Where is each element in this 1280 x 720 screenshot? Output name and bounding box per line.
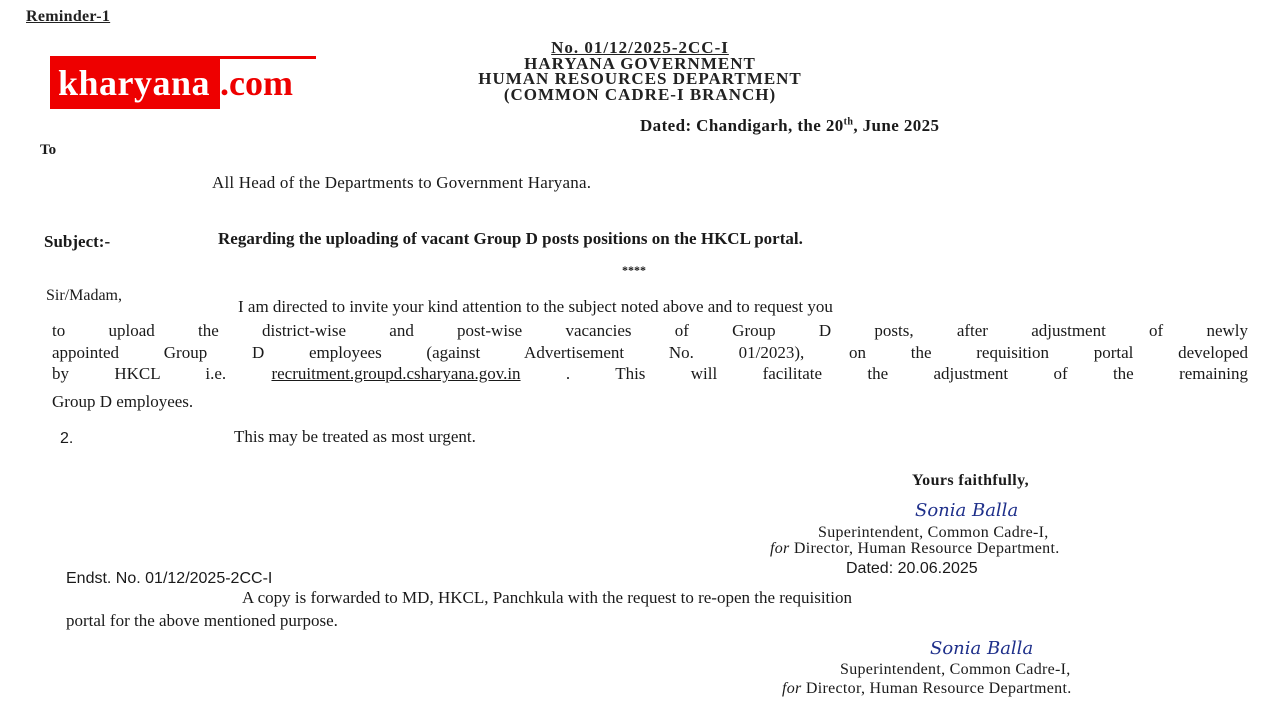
body-line: appointed Group D employees (against Advertisement No. 01/2023), on the requisition portal developed xyxy=(52,343,1248,362)
closing: Yours faithfully, xyxy=(912,472,1030,489)
letter-date xyxy=(640,116,939,136)
signature-1: Sonia Balla xyxy=(915,500,1019,521)
body-line xyxy=(52,361,1248,387)
body-line4-post: . This will facilitate the adjustment of the remaining xyxy=(520,364,1248,383)
endorsement-line: A copy is forwarded to MD, HKCL, Panchkula with the request to re-open the requisition xyxy=(242,588,852,607)
endorsement-number: Endst. No. 01/12/2025-2CC-I xyxy=(66,570,273,587)
reminder-label: Reminder-1 xyxy=(26,8,111,25)
endorsement-date: Dated: 20.06.2025 xyxy=(846,560,978,577)
addressee: All Head of the Departments to Government Haryana. xyxy=(212,173,592,192)
subject-label: Subject:- xyxy=(44,232,111,251)
body-line: I am directed to invite your kind attention to the subject noted above and to request you xyxy=(238,297,833,316)
signatory-designation-2: Superintendent, Common Cadre-I, xyxy=(840,661,1071,678)
endorsement-line: portal for the above mentioned purpose. xyxy=(66,611,338,630)
subject-text: Regarding the uploading of vacant Group D posts positions on the HKCL portal. xyxy=(218,229,803,248)
logo-text-domain: .com xyxy=(220,63,293,103)
header-department: HUMAN RESOURCES DEPARTMENT xyxy=(478,69,802,88)
date-prefix: Dated: Chandigarh, the 20 xyxy=(640,116,844,135)
site-logo[interactable] xyxy=(50,56,316,109)
body-line: to upload the district-wise and post-wise vacancies of Group D posts, after adjustment of newly xyxy=(52,321,1248,340)
header-branch: (COMMON CADRE-I BRANCH) xyxy=(503,85,777,104)
department-name: Director, Human Resource Department. xyxy=(805,680,1072,697)
for-label: for xyxy=(782,680,802,697)
signatory-department-2 xyxy=(782,680,1072,698)
date-sup: th xyxy=(843,116,854,128)
to-label: To xyxy=(40,142,57,158)
department-name: Director, Human Resource Department. xyxy=(793,540,1060,557)
point-number: 2. xyxy=(60,430,74,447)
for-label: for xyxy=(770,540,790,557)
point-text: This may be treated as most urgent. xyxy=(234,427,476,446)
signatory-designation-1: Superintendent, Common Cadre-I, xyxy=(818,524,1049,541)
logo-text-main: kharyana xyxy=(58,63,211,103)
body-line: Group D employees. xyxy=(52,392,194,411)
header-government: HARYANA GOVERNMENT xyxy=(524,54,756,73)
portal-link[interactable]: recruitment.groupd.csharyana.gov.in xyxy=(271,364,521,383)
letter-number: No. 01/12/2025-2CC-I xyxy=(551,38,729,57)
signatory-department-1 xyxy=(770,540,1060,558)
signature-2: Sonia Balla xyxy=(930,638,1034,659)
separator-stars: **** xyxy=(622,263,646,277)
date-suffix: , June 2025 xyxy=(853,116,940,135)
body-line4-pre: by HKCL i.e. xyxy=(52,364,272,383)
salutation: Sir/Madam, xyxy=(46,287,122,304)
